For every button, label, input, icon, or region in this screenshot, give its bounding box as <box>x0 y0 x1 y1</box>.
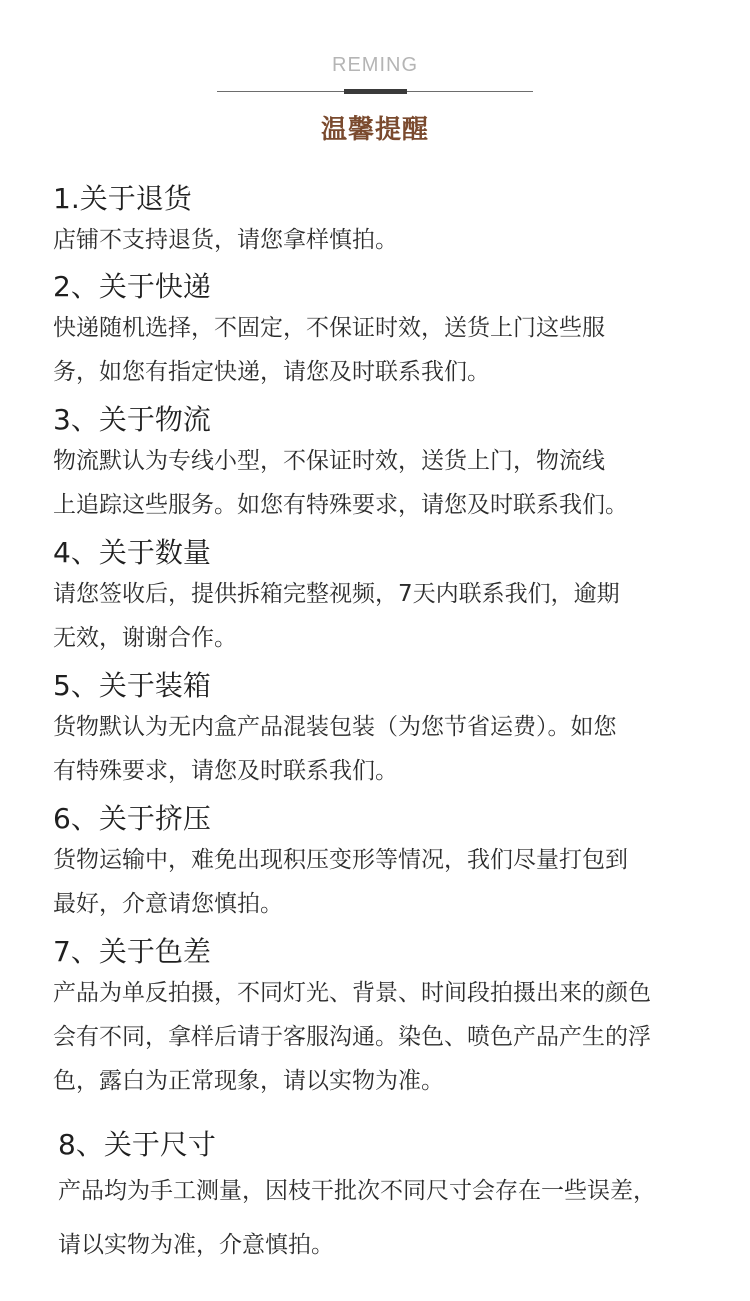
section-heading: 4、关于数量 <box>53 536 211 569</box>
notice-section-quantity <box>53 534 713 660</box>
section-body: 货物默认为无内盒产品混装包装（为您节省运费）。如您 有特殊要求，请您及时联系我们。 <box>53 714 617 784</box>
notice-section-size <box>58 1126 718 1272</box>
section-body: 产品均为手工测量，因枝干批次不同尺寸会存在一些误差， 请以实物为准，介意慎拍。 <box>58 1178 656 1258</box>
section-body: 快递随机选择，不固定，不保证时效，送货上门这些服 务，如您有指定快递，请您及时联系我们。 <box>53 315 605 385</box>
section-heading: 8、关于尺寸 <box>58 1128 216 1161</box>
notice-section-color-difference <box>53 933 713 1103</box>
section-heading: 2、关于快递 <box>53 270 211 303</box>
notice-section-compression <box>53 800 713 926</box>
section-heading: 5、关于装箱 <box>53 669 211 702</box>
section-heading: 6、关于挤压 <box>53 802 211 835</box>
section-heading: 1.关于退货 <box>53 182 192 215</box>
header-divider-accent <box>344 89 407 94</box>
section-heading: 7、关于色差 <box>53 935 211 968</box>
notice-section-logistics <box>53 401 713 527</box>
section-body: 请您签收后，提供拆箱完整视频，7天内联系我们，逾期 无效，谢谢合作。 <box>53 581 620 651</box>
notice-section-returns <box>53 180 713 262</box>
page-header <box>0 0 750 160</box>
brand-name: REMING <box>332 54 418 76</box>
section-heading: 3、关于物流 <box>53 403 211 436</box>
section-body: 产品为单反拍摄，不同灯光、背景、时间段拍摄出来的颜色 会有不同，拿样后请于客服沟通。染色、喷色产品产生的浮 色，露白为正常现象，请以实物为准。 <box>53 980 651 1094</box>
section-body: 货物运输中，难免出现积压变形等情况，我们尽量打包到 最好，介意请您慎拍。 <box>53 847 628 917</box>
page-title: 温馨提醒 <box>320 115 429 145</box>
section-body: 店铺不支持退货，请您拿样慎拍。 <box>53 227 398 253</box>
notice-section-express <box>53 268 713 394</box>
section-body: 物流默认为专线小型，不保证时效，送货上门，物流线 上追踪这些服务。如您有特殊要求，请您及时联系我们。 <box>53 448 628 518</box>
notice-section-packing <box>53 667 713 793</box>
